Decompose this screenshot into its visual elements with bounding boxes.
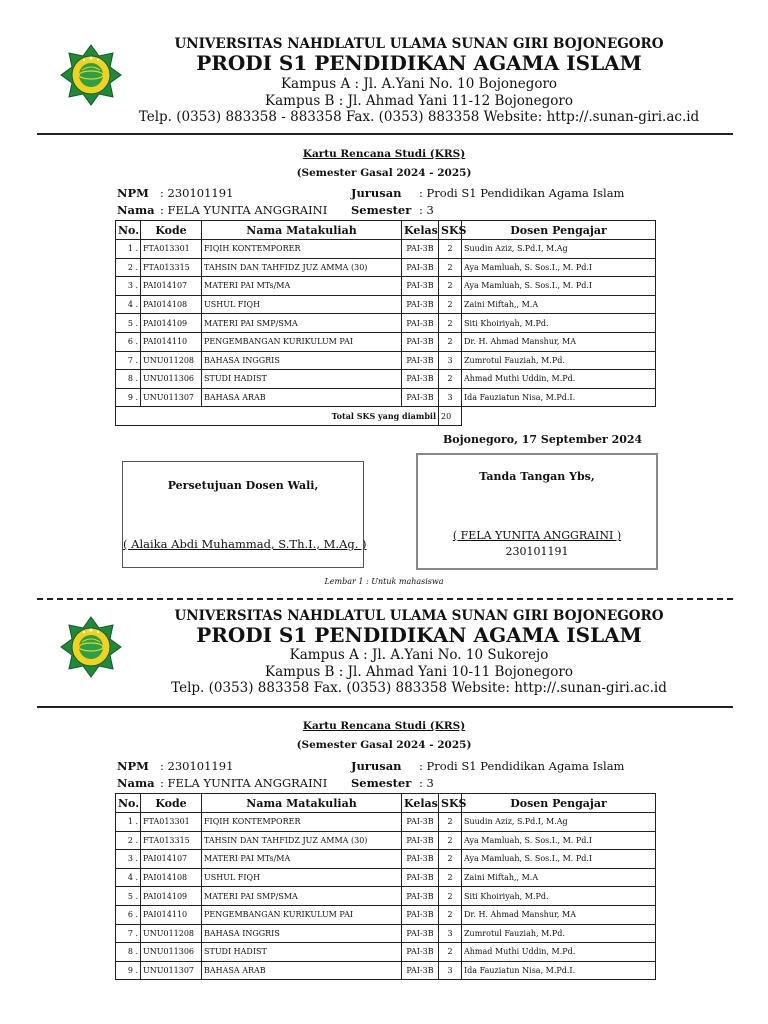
- row-nama: FIQIH KONTEMPORER: [202, 813, 402, 832]
- table-row: [116, 905, 656, 924]
- nama-value: : FELA YUNITA ANGGRAINI: [160, 203, 328, 217]
- advisor-name: ( Alaika Abdi Muhammad, S.Th.I., M.Ag. ): [123, 537, 367, 551]
- row-nama: FIQIH KONTEMPORER: [202, 240, 402, 259]
- row-no: 6 .: [116, 332, 141, 351]
- table-row: [116, 258, 656, 277]
- row-kelas: PAI-3B: [402, 961, 439, 980]
- nama-label: Nama: [117, 203, 155, 217]
- row-nama: PENGEMBANGAN KURIKULUM PAI: [202, 332, 402, 351]
- jurusan-value: : Prodi S1 Pendidikan Agama Islam: [419, 186, 625, 200]
- row-kelas: PAI-3B: [402, 868, 439, 887]
- row-kelas: PAI-3B: [402, 277, 439, 296]
- table-row: [116, 295, 656, 314]
- row-nama: USHUL FIQH: [202, 868, 402, 887]
- row-dosen: Aya Mamluah, S. Sos.I., M. Pd.I: [462, 258, 656, 277]
- table-row: [116, 868, 656, 887]
- row-kode: FTA013315: [141, 258, 202, 277]
- row-kelas: PAI-3B: [402, 850, 439, 869]
- semester-value: : 3: [419, 203, 434, 217]
- row-kelas: PAI-3B: [402, 905, 439, 924]
- row-dosen: Siti Khoiriyah, M.Pd.: [462, 887, 656, 906]
- nama-label: Nama: [117, 776, 155, 790]
- sheet-footnote: Lembar 1 : Untuk mahasiswa: [324, 577, 444, 586]
- row-dosen: Siti Khoiriyah, M.Pd.: [462, 314, 656, 333]
- row-kode: UNU011306: [141, 943, 202, 962]
- row-dosen: Ida Fauziatun Nisa, M.Pd.I.: [462, 388, 656, 407]
- col-header-dosen: Dosen Pengajar: [462, 221, 656, 240]
- col-header-nama: Nama Matakuliah: [202, 794, 402, 813]
- row-kelas: PAI-3B: [402, 332, 439, 351]
- table-row: [116, 850, 656, 869]
- kampus-a-address: Kampus A : Jl. A.Yani No. 10 Bojonegoro: [280, 76, 558, 92]
- row-kode: UNU011306: [141, 370, 202, 389]
- row-kelas: PAI-3B: [402, 314, 439, 333]
- jurusan-label: Jurusan: [351, 759, 402, 773]
- row-no: 2 .: [116, 831, 141, 850]
- row-sks: 2: [439, 887, 462, 906]
- university-name: UNIVERSITAS NAHDLATUL ULAMA SUNAN GIRI BOJONEGORO: [174, 36, 664, 52]
- row-kode: PAI014107: [141, 277, 202, 296]
- table-row: [116, 943, 656, 962]
- contact-info: Telp. (0353) 883358 - 883358 Fax. (0353) 883358 Website: http://.sunan-giri.ac.id: [138, 109, 700, 125]
- row-dosen: Aya Mamluah, S. Sos.I., M. Pd.I: [462, 277, 656, 296]
- semester-value: : 3: [419, 776, 434, 790]
- npm-value: : 230101191: [160, 186, 234, 200]
- row-kode: UNU011307: [141, 388, 202, 407]
- table-row: [116, 370, 656, 389]
- npm-label: NPM: [117, 186, 149, 200]
- table-row: [116, 351, 656, 370]
- row-kelas: PAI-3B: [402, 295, 439, 314]
- col-header-kode: Kode: [141, 221, 202, 240]
- row-kelas: PAI-3B: [402, 258, 439, 277]
- table-row: [116, 314, 656, 333]
- row-sks: 3: [439, 351, 462, 370]
- row-nama: BAHASA ARAB: [202, 961, 402, 980]
- semester-title: (Semester Gasal 2024 - 2025): [296, 739, 472, 751]
- row-dosen: Zumrotul Fauziah, M.Pd.: [462, 924, 656, 943]
- contact-info: Telp. (0353) 883358 Fax. (0353) 883358 Website: http://.sunan-giri.ac.id: [171, 680, 667, 696]
- row-kelas: PAI-3B: [402, 831, 439, 850]
- row-nama: MATERI PAI MTs/MA: [202, 277, 402, 296]
- row-nama: BAHASA ARAB: [202, 388, 402, 407]
- row-dosen: Zaini Miftah,, M.A: [462, 295, 656, 314]
- row-no: 5 .: [116, 887, 141, 906]
- col-header-no: No.: [116, 221, 141, 240]
- npm-label: NPM: [117, 759, 149, 773]
- table-row: [116, 388, 656, 407]
- row-nama: BAHASA INGGRIS: [202, 924, 402, 943]
- table-row: [116, 887, 656, 906]
- signature-box: [416, 453, 658, 570]
- col-header-sks: SKS: [439, 221, 462, 240]
- table-row: [116, 813, 656, 832]
- row-sks: 2: [439, 295, 462, 314]
- row-dosen: Suudin Aziz, S.Pd.I, M.Ag: [462, 240, 656, 259]
- row-kode: PAI014109: [141, 887, 202, 906]
- row-no: 6 .: [116, 905, 141, 924]
- col-header-no: No.: [116, 794, 141, 813]
- total-sks-value: 20: [439, 407, 462, 426]
- total-row: [116, 407, 656, 426]
- row-no: 8 .: [116, 943, 141, 962]
- row-kode: UNU011208: [141, 351, 202, 370]
- row-no: 4 .: [116, 868, 141, 887]
- row-no: 4 .: [116, 295, 141, 314]
- row-kelas: PAI-3B: [402, 924, 439, 943]
- row-sks: 2: [439, 850, 462, 869]
- semester-label: Semester: [351, 203, 412, 217]
- student-signature-name: ( FELA YUNITA ANGGRAINI ): [452, 529, 622, 542]
- row-no: 1 .: [116, 813, 141, 832]
- row-no: 9 .: [116, 961, 141, 980]
- col-header-sks: SKS: [439, 794, 462, 813]
- nama-value: : FELA YUNITA ANGGRAINI: [160, 776, 328, 790]
- row-nama: PENGEMBANGAN KURIKULUM PAI: [202, 905, 402, 924]
- row-kelas: PAI-3B: [402, 887, 439, 906]
- row-kode: PAI014107: [141, 850, 202, 869]
- row-sks: 2: [439, 905, 462, 924]
- table-row: [116, 277, 656, 296]
- table-header-row: [116, 221, 656, 240]
- row-dosen: Ahmad Muthi Uddin, M.Pd.: [462, 370, 656, 389]
- row-kode: FTA013301: [141, 813, 202, 832]
- course-table-1: [115, 220, 656, 426]
- row-nama: MATERI PAI MTs/MA: [202, 850, 402, 869]
- row-sks: 2: [439, 831, 462, 850]
- row-dosen: Zaini Miftah,, M.A: [462, 868, 656, 887]
- row-sks: 3: [439, 924, 462, 943]
- row-no: 3 .: [116, 277, 141, 296]
- semester-label: Semester: [351, 776, 412, 790]
- row-no: 2 .: [116, 258, 141, 277]
- row-sks: 2: [439, 813, 462, 832]
- row-sks: 2: [439, 240, 462, 259]
- row-no: 9 .: [116, 388, 141, 407]
- row-sks: 3: [439, 388, 462, 407]
- row-kode: PAI014109: [141, 314, 202, 333]
- row-sks: 3: [439, 961, 462, 980]
- row-no: 7 .: [116, 924, 141, 943]
- row-dosen: Ahmad Muthi Uddin, M.Pd.: [462, 943, 656, 962]
- npm-value: : 230101191: [160, 759, 234, 773]
- course-table-2: [115, 793, 656, 980]
- row-nama: STUDI HADIST: [202, 943, 402, 962]
- row-kode: PAI014110: [141, 905, 202, 924]
- col-header-kode: Kode: [141, 794, 202, 813]
- row-kode: UNU011208: [141, 924, 202, 943]
- prodi-name: PRODI S1 PENDIDIKAN AGAMA ISLAM: [196, 623, 642, 647]
- krs-title: Kartu Rencana Studi (KRS): [302, 720, 466, 732]
- kampus-a-address: Kampus A : Jl. A.Yani No. 10 Sukorejo: [289, 647, 549, 663]
- row-nama: MATERI PAI SMP/SMA: [202, 887, 402, 906]
- jurusan-value: : Prodi S1 Pendidikan Agama Islam: [419, 759, 625, 773]
- prodi-name: PRODI S1 PENDIDIKAN AGAMA ISLAM: [196, 51, 642, 75]
- row-no: 7 .: [116, 351, 141, 370]
- row-nama: USHUL FIQH: [202, 295, 402, 314]
- row-kelas: PAI-3B: [402, 943, 439, 962]
- row-kelas: PAI-3B: [402, 240, 439, 259]
- row-kelas: PAI-3B: [402, 351, 439, 370]
- total-sks-label: Total SKS yang diambil: [116, 407, 439, 426]
- row-sks: 2: [439, 332, 462, 351]
- row-dosen: Dr. H. Ahmad Manshur, MA: [462, 332, 656, 351]
- row-dosen: Zumrotul Fauziah, M.Pd.: [462, 351, 656, 370]
- row-sks: 2: [439, 258, 462, 277]
- col-header-dosen: Dosen Pengajar: [462, 794, 656, 813]
- table-row: [116, 831, 656, 850]
- approval-title: Persetujuan Dosen Wali,: [167, 479, 319, 492]
- row-sks: 2: [439, 277, 462, 296]
- table-row: [116, 961, 656, 980]
- row-kelas: PAI-3B: [402, 370, 439, 389]
- semester-title: (Semester Gasal 2024 - 2025): [296, 167, 472, 179]
- table-row: [116, 332, 656, 351]
- row-no: 1 .: [116, 240, 141, 259]
- row-dosen: Aya Mamluah, S. Sos.I., M. Pd.I: [462, 831, 656, 850]
- row-nama: TAHSIN DAN TAHFIDZ JUZ AMMA (30): [202, 258, 402, 277]
- row-dosen: Suudin Aziz, S.Pd.I, M.Ag: [462, 813, 656, 832]
- row-sks: 2: [439, 314, 462, 333]
- signature-title: Tanda Tangan Ybs,: [479, 470, 595, 483]
- col-header-kelas: Kelas: [402, 794, 439, 813]
- row-sks: 2: [439, 370, 462, 389]
- approval-box: [122, 461, 367, 568]
- header-divider: [37, 706, 733, 708]
- row-sks: 2: [439, 943, 462, 962]
- row-nama: BAHASA INGGRIS: [202, 351, 402, 370]
- header-divider: [37, 133, 733, 135]
- kampus-b-address: Kampus B : Jl. Ahmad Yani 11-12 Bojonegoro: [265, 93, 573, 109]
- university-name: UNIVERSITAS NAHDLATUL ULAMA SUNAN GIRI BOJONEGORO: [174, 608, 664, 624]
- table-row: [116, 924, 656, 943]
- table-row: [116, 240, 656, 259]
- row-no: 3 .: [116, 850, 141, 869]
- row-nama: TAHSIN DAN TAHFIDZ JUZ AMMA (30): [202, 831, 402, 850]
- col-header-kelas: Kelas: [402, 221, 439, 240]
- row-kode: FTA013301: [141, 240, 202, 259]
- krs-title: Kartu Rencana Studi (KRS): [302, 148, 466, 160]
- row-nama: STUDI HADIST: [202, 370, 402, 389]
- row-kode: PAI014110: [141, 332, 202, 351]
- row-kelas: PAI-3B: [402, 813, 439, 832]
- jurusan-label: Jurusan: [351, 186, 402, 200]
- row-kode: UNU011307: [141, 961, 202, 980]
- table-header-row: [116, 794, 656, 813]
- row-kode: FTA013315: [141, 831, 202, 850]
- row-dosen: Ida Fauziatun Nisa, M.Pd.I.: [462, 961, 656, 980]
- cut-line: [37, 598, 733, 600]
- kampus-b-address: Kampus B : Jl. Ahmad Yani 10-11 Bojonegoro: [265, 664, 573, 680]
- col-header-nama: Nama Matakuliah: [202, 221, 402, 240]
- place-date: Bojonegoro, 17 September 2024: [443, 433, 643, 446]
- row-kelas: PAI-3B: [402, 388, 439, 407]
- row-no: 8 .: [116, 370, 141, 389]
- row-kode: PAI014108: [141, 295, 202, 314]
- student-signature-npm: 230101191: [505, 545, 569, 558]
- row-no: 5 .: [116, 314, 141, 333]
- row-dosen: Aya Mamluah, S. Sos.I., M. Pd.I: [462, 850, 656, 869]
- row-nama: MATERI PAI SMP/SMA: [202, 314, 402, 333]
- row-dosen: Dr. H. Ahmad Manshur, MA: [462, 905, 656, 924]
- row-kode: PAI014108: [141, 868, 202, 887]
- row-sks: 2: [439, 868, 462, 887]
